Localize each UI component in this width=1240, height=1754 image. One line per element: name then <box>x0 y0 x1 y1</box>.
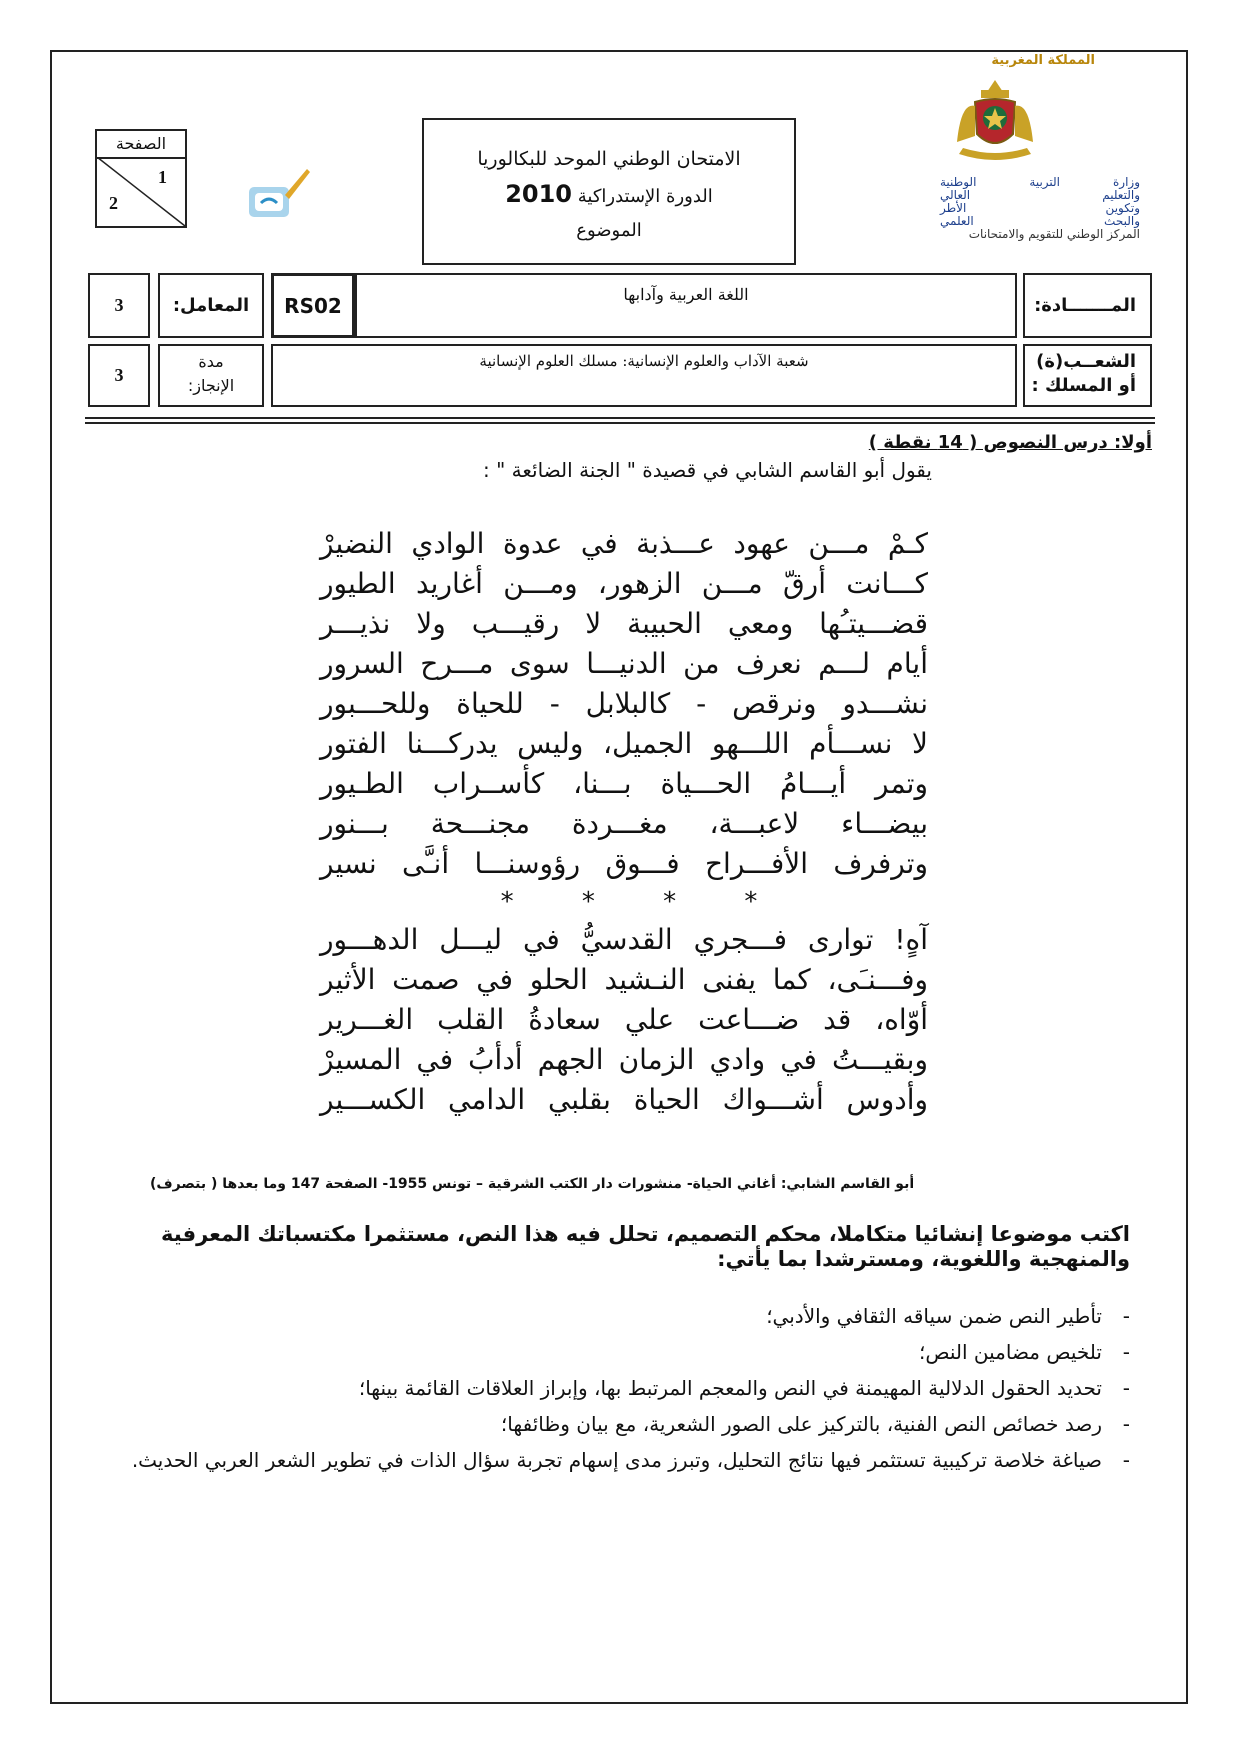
duration-key <box>158 344 264 407</box>
list-item: - تحديد الحقول الدلالية المهيمنة في النص والمعجم المرتبط بها، وإبراز العلاقات القائمة بينها؛ <box>90 1370 1130 1406</box>
poem-verse: أوّاه، قد ضـــاعت علي سعادةُ القلب الغـــرير <box>320 1003 928 1036</box>
duration-key-line: الإنجاز: <box>187 376 235 395</box>
page-current: 1 <box>158 167 167 187</box>
page-total: 2 <box>109 193 118 213</box>
poem-verse: وترفرف الأفـــراح فـــوق رؤوسنـــا أنـَّى نسير <box>320 847 928 880</box>
session-label: الدورة الإستدراكية <box>577 186 713 207</box>
ministry-block <box>940 176 1140 241</box>
poem-verse: لا نســـأم اللـــهو الجميل، وليس يدركـــنا الفتور <box>320 727 928 760</box>
guidance-list <box>90 1298 1130 1478</box>
coefficient-value: 3 <box>88 273 150 338</box>
list-item: - صياغة خلاصة تركيبية تستثمر فيها نتائج التحليل، وتبرز مدى إسهام تجربة سؤال الذات في تطوير الشعر العربي الحديث. <box>90 1442 1130 1478</box>
page-divider-icon <box>97 157 185 226</box>
stanza-separator: * * * * <box>500 887 788 917</box>
ministry-line: وزارة التربية الوطنية <box>940 175 1140 189</box>
subject-code: RS02 <box>271 273 355 338</box>
poem-verse: وفـــنـَى، كما يفنى النـشيد الحلو في صمت الأثير <box>320 963 928 996</box>
page-number-box <box>95 129 187 228</box>
task-text: اكتب موضوعا إنشائيا متكاملا، محكم التصميم، تحلل فيه هذا النص، مستثمرا مكتسباتك المعرفية والمنهجية واللغوية، ومسترشدا بما يأتي: <box>161 1222 1130 1271</box>
exam-session <box>424 180 794 208</box>
list-item: - تأطير النص ضمن سياقه الثقافي والأدبي؛ <box>90 1298 1130 1334</box>
poem-verse: أيام لـــم نعرف من الدنيـــا سوى مـــرح السرور <box>320 647 928 680</box>
divider <box>85 417 1155 419</box>
poem-source: أبو القاسم الشابي: أغاني الحياة- منشورات دار الكتب الشرقية – تونس 1955- الصفحة 147 وما بعدها ( بتصرف) <box>150 1176 915 1192</box>
poem <box>320 524 928 1120</box>
subject-key: المـــــــادة: <box>1023 273 1152 338</box>
poem-verse: قضـــيتـُها ومعي الحبيبة لا رقيـــب ولا نذيـــر <box>320 607 928 640</box>
poem-verse: بيضـــاء لاعبـــة، مغـــردة مجنـــحة بـــنور <box>320 807 928 840</box>
divider <box>85 422 1155 424</box>
evaluation-center: المركز الوطني للتقويم والامتحانات <box>968 227 1140 241</box>
section-title: أولا: درس النصوص ( 14 نقطة ) <box>868 432 1152 453</box>
list-item: - رصد خصائص النص الفنية، بالتركيز على الصور الشعرية، مع بيان وظائفها؛ <box>90 1406 1130 1442</box>
poem-verse: كـمْ مـــن عهود عـــذبة في عدوة الوادي النضيرْ <box>320 527 928 560</box>
branch-key-line: الشعــب(ة) <box>1036 351 1136 372</box>
list-item: - تلخيص مضامين النص؛ <box>90 1334 1130 1370</box>
poem-intro: يقول أبو القاسم الشابي في قصيدة " الجنة الضائعة " : <box>483 458 932 482</box>
duration-key-line: مدة <box>198 352 224 371</box>
exam-title-box <box>422 118 796 265</box>
poem-verse: نشـــدو ونرقص - كالبلابل - للحياة وللحـــبور <box>320 687 928 720</box>
poem-verse: آهٍ! توارى فـــجري القدسيُّ في ليـــل الدهـــور <box>320 923 928 956</box>
branch-key <box>1023 344 1152 407</box>
ministry-line: والتعليم العالي <box>940 188 1140 202</box>
session-year: 2010 <box>505 180 572 208</box>
center-logo-icon <box>245 165 315 223</box>
poem-verse: وأدوس أشـــواك الحياة بقلبي الدامي الكســـير <box>320 1083 928 1116</box>
kingdom-title: المملكة المغربية <box>991 53 1095 68</box>
duration-value: 3 <box>88 344 150 407</box>
exam-info-table <box>88 273 1152 407</box>
branch-key-line: أو المسلك : <box>1031 375 1136 396</box>
page-label: الصفحة <box>97 131 185 159</box>
branch-value: شعبة الآداب والعلوم الإنسانية: مسلك العلوم الإنسانية <box>271 344 1017 407</box>
ministry-line: وتكوين الأطر <box>940 201 1140 215</box>
coat-of-arms-icon <box>945 72 1045 167</box>
subject-value: اللغة العربية وآدابها <box>355 273 1017 338</box>
exam-title: الامتحان الوطني الموحد للبكالوريا <box>477 148 741 170</box>
poem-verse: وتمر أيـــامُ الحـــياة بـــنا، كأســراب الطـيور <box>320 767 928 800</box>
poem-verse: كـــانت أرقّ مـــن الزهور، ومـــن أغاريد الطيور <box>320 567 928 600</box>
coefficient-key: المعامل: <box>158 273 264 338</box>
poem-verse: وبقيـــتُ في وادي الزمان الجهم أدأبُ في المسيرْ <box>320 1043 928 1076</box>
task-instruction <box>90 1222 1130 1272</box>
ministry-line: والبحث العلمي <box>940 214 1140 228</box>
subject-label: الموضوع <box>576 220 642 241</box>
